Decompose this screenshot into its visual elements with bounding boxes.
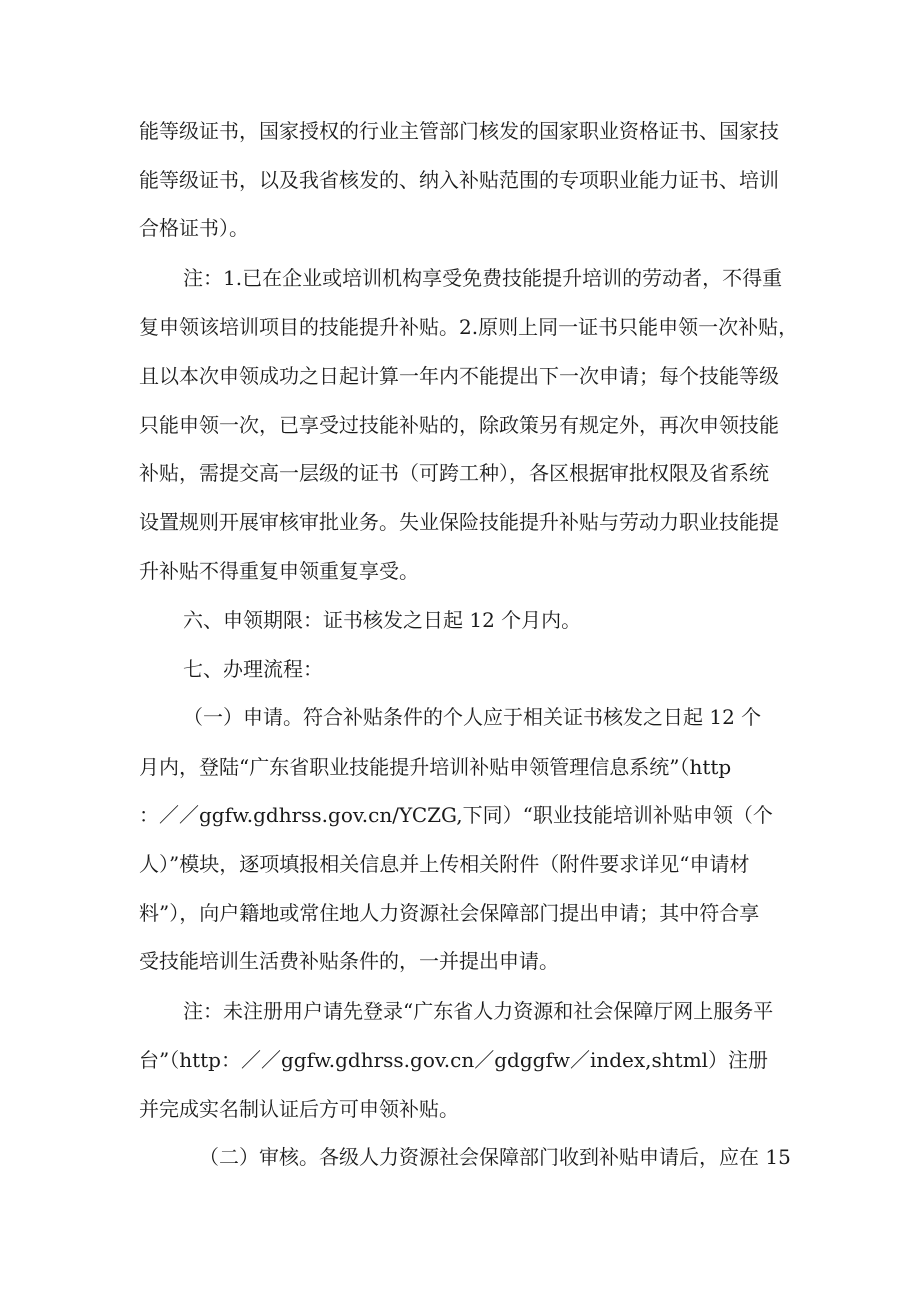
text-line: 能等级证书，国家授权的行业主管部门核发的国家职业资格证书、国家技 xyxy=(139,119,779,143)
text-line: 人）”模块，逐项填报相关信息并上传相关附件（附件要求详见“申请材 xyxy=(139,852,750,876)
text-line: 且以本次申领成功之日起计算一年内不能提出下一次申请；每个技能等级 xyxy=(139,364,779,388)
text-line: ：／／ggfw.gdhrss.gov.cn/YCZG,下同）“职业技能培训补贴申领（个 xyxy=(139,803,773,827)
text-line: 设置规则开展审核审批业务。失业保险技能提升补贴与劳动力职业技能提 xyxy=(139,510,779,534)
text-line: 注：未注册用户请先登录“广东省人力资源和社会保障厅网上服务平 xyxy=(183,999,774,1023)
section-heading: 七、办理流程： xyxy=(183,657,323,681)
text-line: 升补贴不得重复申领重复享受。 xyxy=(139,559,419,583)
text-line: 能等级证书，以及我省核发的、纳入补贴范围的专项职业能力证书、培训 xyxy=(139,168,779,192)
text-line: 台”（http：／／ggfw.gdhrss.gov.cn／gdggfw／index,shtml）注册 xyxy=(139,1048,769,1072)
text-line: 月内，登陆“广东省职业技能提升培训补贴申领管理信息系统”（http xyxy=(139,755,732,779)
text-line: 受技能培训生活费补贴条件的，一并提出申请。 xyxy=(139,949,559,973)
text-line: 合格证书）。 xyxy=(139,216,249,240)
text-line: 复申领该培训项目的技能提升补贴。2.原则上同一证书只能申领一次补贴， xyxy=(139,315,799,339)
section-heading: 六、申领期限：证书核发之日起 12 个月内。 xyxy=(183,608,582,632)
text-line: 注：1.已在企业或培训机构享受免费技能提升培训的劳动者，不得重 xyxy=(183,266,783,290)
text-line: 料”），向户籍地或常住地人力资源社会保障部门提出申请；其中符合享 xyxy=(139,901,760,925)
text-line: 并完成实名制认证后方可申领补贴。 xyxy=(139,1097,459,1121)
text-line: 只能申领一次，已享受过技能补贴的，除政策另有规定外，再次申领技能 xyxy=(139,413,779,437)
text-line: （一）申请。符合补贴条件的个人应于相关证书核发之日起 12 个 xyxy=(183,705,762,729)
text-line: （二）审核。各级人力资源社会保障部门收到补贴申请后，应在 15 xyxy=(199,1145,791,1169)
text-line: 补贴，需提交高一层级的证书（可跨工种），各区根据审批权限及省系统 xyxy=(139,461,769,485)
